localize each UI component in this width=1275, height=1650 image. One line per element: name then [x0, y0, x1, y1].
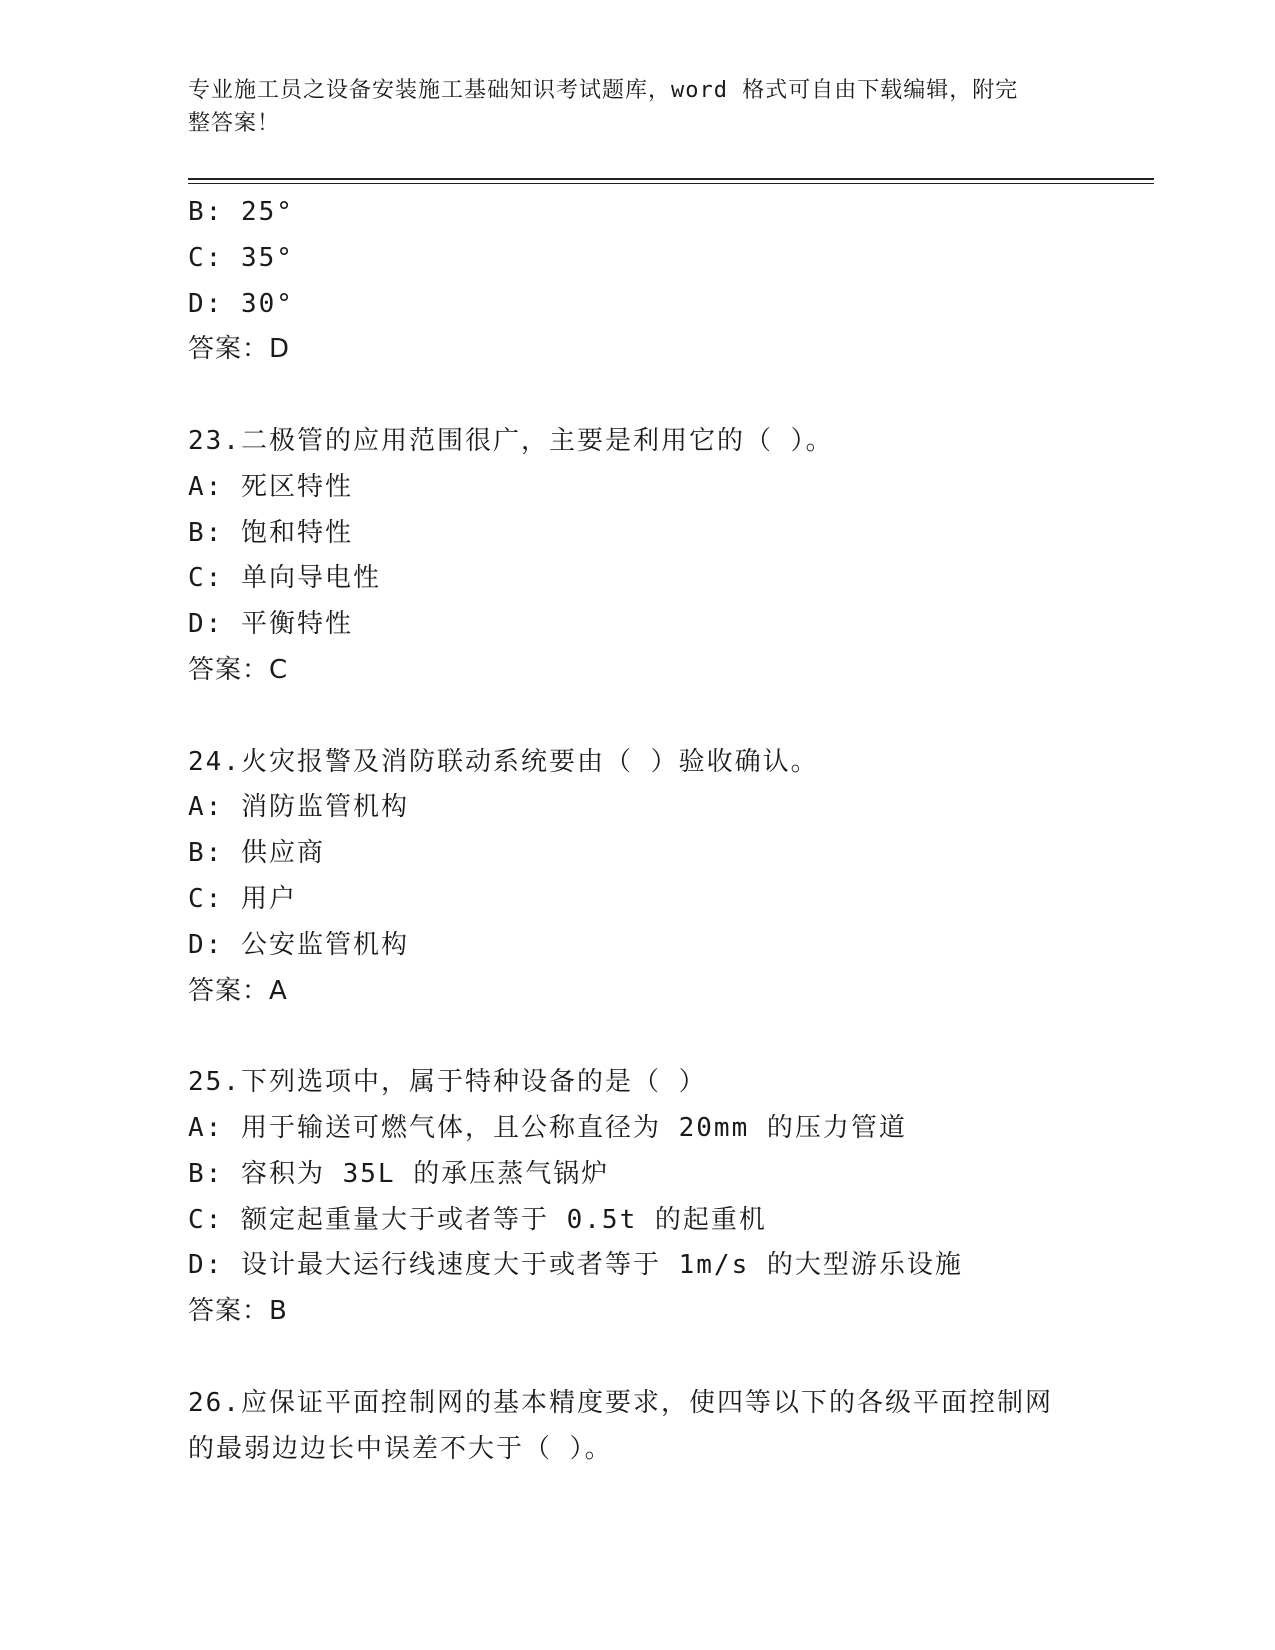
answer-line: 答案：A [188, 975, 288, 1006]
option-a: A: 死区特性 [188, 471, 353, 502]
option-b: B: 供应商 [188, 838, 325, 869]
answer-line: 答案：B [188, 1296, 288, 1327]
answer-line: 答案：C [188, 654, 289, 685]
question-text: 25.下列选项中，属于特种设备的是（ ） [188, 1067, 707, 1098]
option-d: D: 设计最大运行线速度大于或者等于 1m/s 的大型游乐设施 [188, 1250, 963, 1281]
option-c: C: 额定起重量大于或者等于 0.5t 的起重机 [188, 1204, 767, 1235]
header-line-2: 整答案！ [188, 111, 281, 136]
option-d: D: 公安监管机构 [188, 929, 409, 960]
answer-line: 答案：D [188, 334, 291, 365]
question-26 [188, 1381, 1148, 1473]
question-list [188, 190, 1148, 1472]
question-text: 24.火灾报警及消防联动系统要由（ ）验收确认。 [188, 746, 819, 777]
option-d: D: 30° [188, 288, 294, 319]
option-c: C: 用户 [188, 883, 297, 914]
header-divider-thin [188, 183, 1154, 184]
question-text-line-1: 26.应保证平面控制网的基本精度要求，使四等以下的各级平面控制网 [188, 1387, 1053, 1418]
question-24 [188, 740, 1148, 1015]
question-text: 23.二极管的应用范围很广，主要是利用它的（ ）。 [188, 425, 834, 456]
option-b: B: 饱和特性 [188, 517, 353, 548]
header-divider-thick [188, 178, 1154, 180]
option-c: C: 单向导电性 [188, 563, 381, 594]
option-c: C: 35° [188, 242, 294, 273]
option-a: A: 用于输送可燃气体，且公称直径为 20mm 的压力管道 [188, 1112, 907, 1143]
question-22-continued [188, 190, 1148, 373]
question-23 [188, 419, 1148, 694]
question-text-line-2: 的最弱边边长中误差不大于（ ）。 [188, 1433, 613, 1464]
option-b: B: 25° [188, 197, 294, 227]
option-b: B: 容积为 35L 的承压蒸气锅炉 [188, 1158, 610, 1189]
header-line-1: 专业施工员之设备安装施工基础知识考试题库，word 格式可自由下载编辑，附完 [188, 78, 1019, 103]
document-header [188, 74, 1068, 140]
question-25 [188, 1060, 1148, 1335]
option-d: D: 平衡特性 [188, 609, 353, 640]
option-a: A: 消防监管机构 [188, 792, 409, 823]
